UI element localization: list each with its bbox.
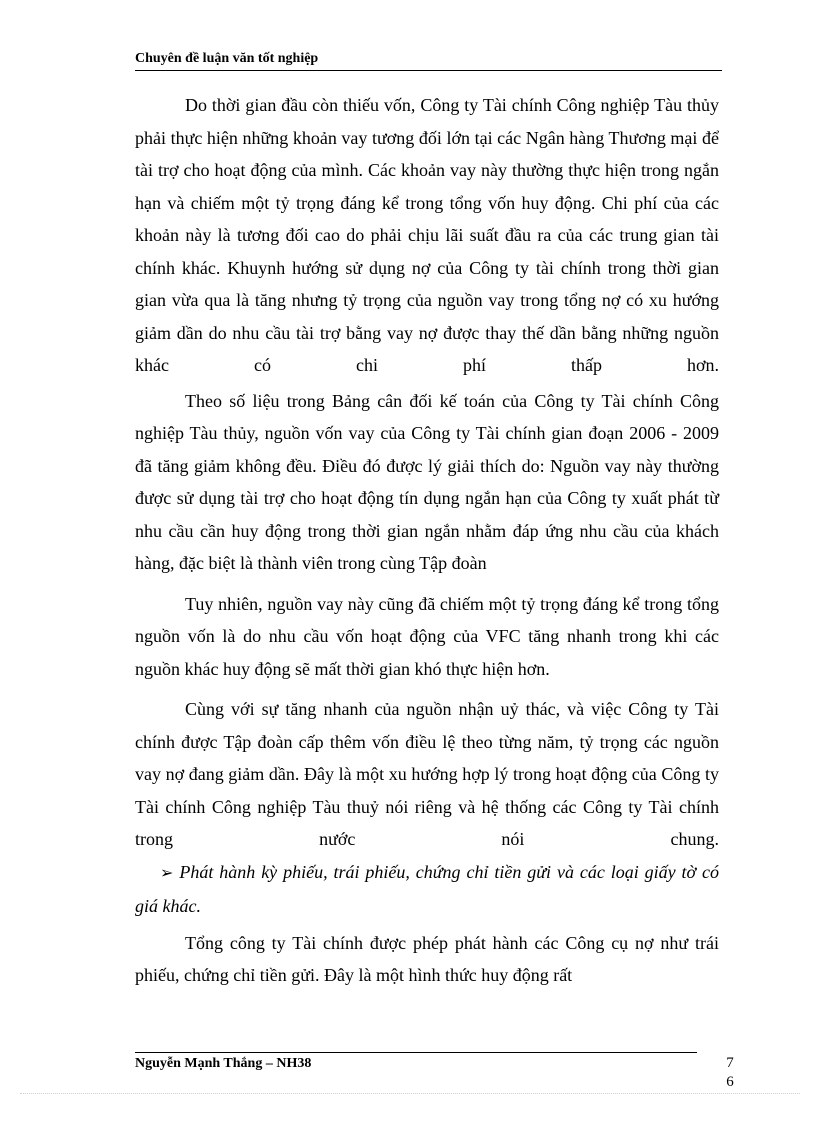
paragraph-4: Cùng với sự tăng nhanh của nguồn nhận uỷ thác, và việc Công ty Tài chính được Tập đoàn cấp thêm vốn điều lệ theo từng năm, tỷ trọng các nguồn vay nợ đang giảm dần. Đây là một xu hướng hợp lý trong hoạt động của Công ty Tài chính Công nghiệp Tàu thuỷ nói riêng và hệ thống các Công ty Tài chính trong nước nói chung. — [135, 699, 719, 849]
footer-divider — [135, 1052, 697, 1053]
paragraph-5: Tổng công ty Tài chính được phép phát hành các Công cụ nợ như trái phiếu, chứng chỉ tiền gửi. Đây là một hình thức huy động rất — [135, 932, 719, 985]
page-header: Chuyên đề luận văn tốt nghiệp — [135, 51, 722, 71]
bullet-text: Phát hành kỳ phiếu, trái phiếu, chứng chỉ tiền gửi và các loại giấy tờ có giá khác. — [135, 861, 719, 916]
footer-author: Nguyễn Mạnh Thắng – NH38 — [135, 1056, 312, 1071]
paragraph-3: Tuy nhiên, nguồn vay này cũng đã chiếm một tỷ trọng đáng kể trong tổng nguồn vốn là do nhu cầu vốn hoạt động của VFC tăng nhanh trong khi các nguồn khác huy động sẽ mất thời gian khó thực hiện hơn. — [135, 593, 719, 679]
paragraph-1: Do thời gian đầu còn thiếu vốn, Công ty Tài chính Công nghiệp Tàu thủy phải thực hiện những khoản vay tương đối lớn tại các Ngân hàng Thương mại để tài trợ cho hoạt động của mình. Các khoản vay này thường thực hiện trong ngắn hạn và chiếm một tỷ trọng đáng kể trong tổng vốn huy động. Chi phí của các khoản này là tương đối cao do phải chịu lãi suất đầu ra của các trung gian tài chính khác. Khuynh hướng sử dụng nợ của Công ty tài chính trong thời gian gian vừa qua là tăng nhưng tỷ trọng của nguồn vay trong tổng nợ có xu hướng giảm dần do nhu cầu tài trợ bằng vay nợ được thay thế dần bằng những nguồn khác có chi phí thấp hơn. — [135, 95, 719, 375]
document-body — [135, 89, 719, 992]
paragraph-2: Theo số liệu trong Bảng cân đối kế toán của Công ty Tài chính Công nghiệp Tàu thủy, nguồn vốn vay của Công ty Tài chính gian đoạn 2006 - 2009 đã tăng giảm không đều. Điều đó được lý giải thích do: Nguồn vay này thường được sử dụng tài trợ cho hoạt động tín dụng ngắn hạn của Công ty xuất phát từ nhu cầu cần huy động trong thời gian ngắn nhằm đáp ứng nhu cầu của khách hàng, đặc biệt là thành viên trong cùng Tập đoàn — [135, 390, 719, 573]
bullet-item — [135, 856, 719, 923]
page-number — [724, 1054, 736, 1092]
arrow-bullet-icon: ➢ — [160, 864, 174, 882]
page-bottom-dotted-line — [20, 1093, 800, 1094]
page-number-line-2: 6 — [726, 1074, 734, 1090]
page-number-line-1: 7 — [726, 1055, 734, 1071]
